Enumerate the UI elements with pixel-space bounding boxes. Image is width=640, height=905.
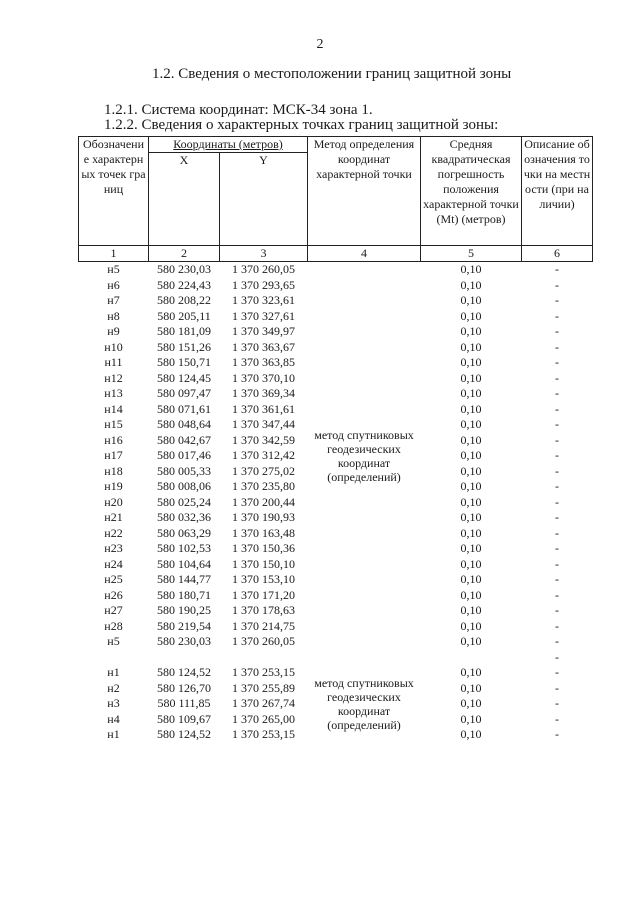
coord-y: 1 370 150,10 [232,556,295,571]
coord-y: 1 370 190,93 [232,510,295,524]
coord-y: 1 370 349,97 [232,324,295,338]
coord-x: 580 124,45 [157,370,211,385]
coord-y: 1 370 253,15 [232,727,295,741]
col-number: 5 [421,246,522,262]
point-id: н1 [107,665,120,679]
coord-x: 580 008,06 [157,479,211,493]
error-value: 0,10 [460,417,482,431]
coord-x: 580 017,46 [157,448,211,462]
description-value: - [555,634,559,648]
col-number: 3 [220,246,308,262]
coord-y: 1 370 255,89 [232,680,295,695]
description-value: - [555,572,559,586]
method-cell: метод спутниковых геодезических координат (определений) [314,427,414,484]
coord-x: 580 180,71 [157,587,211,602]
point-id: н2 [107,680,120,695]
coord-x: 580 144,77 [157,572,211,586]
error-value: 0,10 [460,479,482,493]
coord-x: 580 205,11 [157,308,211,323]
coord-y: 1 370 253,15 [232,665,295,679]
description-value: - [555,587,559,602]
coord-y: 1 370 150,36 [232,541,295,555]
error-value: 0,10 [460,448,482,462]
coord-x: 580 104,64 [157,556,211,571]
description-value: - [555,479,559,493]
point-id: н16 [104,432,123,447]
point-id: н25 [104,572,123,586]
coord-x: 580 071,61 [157,401,211,416]
empty-cell [149,650,220,666]
description-value: - [555,417,559,431]
section-title: 1.2. Сведения о местоположении границ защитной зоны [152,66,512,82]
coord-y: 1 370 342,59 [232,432,295,447]
col-number: 2 [149,246,220,262]
error-value: 0,10 [460,510,482,524]
point-id: н28 [104,618,123,633]
error-value: 0,10 [460,463,482,478]
point-id: н18 [104,463,123,478]
point-id: н11 [104,355,123,369]
coord-x: 580 032,36 [157,510,211,524]
header-designation: Обозначение характерных точек границ [79,137,149,246]
error-value: 0,10 [460,634,482,648]
point-id: н6 [107,277,120,292]
point-id: н19 [104,479,123,493]
coordinate-system-line: 1.2.1. Система координат: МСК-34 зона 1. [104,102,373,118]
description-value: - [555,711,559,726]
col-number: 4 [308,246,421,262]
error-value: 0,10 [460,618,482,633]
description-value: - [555,277,559,292]
coord-x: 580 150,71 [157,355,211,369]
blank-row [79,650,593,666]
table-body-group-2 [79,650,593,743]
point-id: н5 [107,634,120,648]
point-id: н21 [104,510,123,524]
point-id: н13 [104,386,123,400]
coord-y: 1 370 178,63 [232,603,295,617]
coord-y: 1 370 275,02 [232,463,295,478]
coord-x: 580 224,43 [157,277,211,292]
point-id: н4 [107,711,120,726]
header-coordinates: Координаты (метров) [149,137,308,153]
error-value: 0,10 [460,277,482,292]
coord-x: 580 042,67 [157,432,211,447]
description-value: - [555,448,559,462]
error-value: 0,10 [460,262,482,276]
empty-cell [79,650,149,666]
point-id: н26 [104,587,123,602]
header-description: Описание обозначения точки на местности (при наличии) [522,137,593,246]
point-id: н22 [104,525,123,540]
description-value: - [555,262,559,276]
coord-y: 1 370 267,74 [232,696,295,710]
description-value: - [555,308,559,323]
col-number: 1 [79,246,149,262]
point-id: н23 [104,541,123,555]
point-id: н7 [107,293,120,307]
boundary-points-table [78,136,593,743]
description-value: - [555,696,559,710]
empty-cell [308,650,421,666]
table-row [79,262,593,278]
coord-y: 1 370 347,44 [232,417,295,431]
coord-x: 580 126,70 [157,680,211,695]
error-value: 0,10 [460,541,482,555]
description-value: - [555,541,559,555]
header-y: Y [220,153,308,246]
coord-x: 580 048,64 [157,417,211,431]
error-value: 0,10 [460,556,482,571]
coord-y: 1 370 171,20 [232,587,295,602]
empty-cell [220,650,308,666]
description-value: - [555,339,559,354]
error-value: 0,10 [460,727,482,741]
point-id: н15 [104,417,123,431]
coord-y: 1 370 200,44 [232,494,295,509]
point-id: н10 [104,339,123,354]
header-error: Средняя квадратическая погрешность положения характерной точки (Mt) (метров) [421,137,522,246]
description-value: - [555,618,559,633]
error-value: 0,10 [460,680,482,695]
point-id: н5 [107,262,120,276]
coord-y: 1 370 323,61 [232,293,295,307]
coord-x: 580 208,22 [157,293,211,307]
points-info-line: 1.2.2. Сведения о характерных точках границ защитной зоны: [104,117,499,133]
error-value: 0,10 [460,339,482,354]
coord-y: 1 370 361,61 [232,401,295,416]
coord-x: 580 005,33 [157,463,211,478]
point-id: н1 [107,727,120,741]
description-value: - [555,665,559,679]
coord-y: 1 370 370,10 [232,370,295,385]
coord-x: 580 124,52 [157,665,211,679]
error-value: 0,10 [460,525,482,540]
point-id: н20 [104,494,123,509]
error-value: 0,10 [460,711,482,726]
coord-y: 1 370 235,80 [232,479,295,493]
description-value: - [555,680,559,695]
error-value: 0,10 [460,494,482,509]
coord-y: 1 370 363,67 [232,339,295,354]
point-id: н17 [104,448,123,462]
description-value: - [555,463,559,478]
point-id: н24 [104,556,123,571]
description-value: - [555,727,559,741]
point-id: н9 [107,324,120,338]
coord-x: 580 230,03 [157,634,211,648]
point-id: н14 [104,401,123,416]
error-value: 0,10 [460,293,482,307]
point-id: н3 [107,696,120,710]
error-value: 0,10 [460,370,482,385]
description-value: - [555,432,559,447]
point-id: н27 [104,603,123,617]
coord-x: 580 230,03 [157,262,211,276]
coord-y: 1 370 260,05 [232,634,295,648]
coord-x: 580 151,26 [157,339,211,354]
error-value: 0,10 [460,432,482,447]
coord-y: 1 370 260,05 [232,262,295,276]
description-value: - [555,603,559,617]
error-value: 0,10 [460,696,482,710]
coord-x: 580 109,67 [157,711,211,726]
error-value: 0,10 [460,572,482,586]
table-body-group-1 [79,262,593,650]
error-value: 0,10 [460,386,482,400]
coord-y: 1 370 312,42 [232,448,295,462]
coord-x: 580 124,52 [157,727,211,741]
coord-y: 1 370 265,00 [232,711,295,726]
error-value: 0,10 [460,355,482,369]
description-value: - [555,649,559,664]
coord-y: 1 370 153,10 [232,572,295,586]
description-value: - [555,386,559,400]
header-x: X [149,153,220,246]
error-value: 0,10 [460,603,482,617]
coord-y: 1 370 327,61 [232,308,295,323]
coord-x: 580 063,29 [157,525,211,540]
coord-y: 1 370 363,85 [232,355,295,369]
description-value: - [555,556,559,571]
point-id: н12 [104,370,123,385]
coord-x: 580 097,47 [157,386,211,400]
col-number: 6 [522,246,593,262]
empty-cell [421,650,522,666]
coord-x: 580 219,54 [157,618,211,633]
coord-y: 1 370 214,75 [232,618,295,633]
description-value: - [555,494,559,509]
page-number: 2 [316,37,324,52]
error-value: 0,10 [460,324,482,338]
description-value: - [555,293,559,307]
header-method: Метод определения координат характерной точки [308,137,421,246]
point-id: н8 [107,308,120,323]
error-value: 0,10 [460,308,482,323]
coord-x: 580 102,53 [157,541,211,555]
error-value: 0,10 [460,665,482,679]
description-value: - [555,510,559,524]
error-value: 0,10 [460,587,482,602]
error-value: 0,10 [460,401,482,416]
coord-x: 580 025,24 [157,494,211,509]
method-cell: метод спутниковых геодезических координат (определений) [314,675,414,732]
coord-y: 1 370 369,34 [232,386,295,400]
description-value: - [555,355,559,369]
description-value: - [555,324,559,338]
coord-x: 580 190,25 [157,603,211,617]
description-value: - [555,370,559,385]
description-value: - [555,525,559,540]
coord-y: 1 370 163,48 [232,525,295,540]
coord-x: 580 111,85 [157,696,211,710]
table-row [79,665,593,681]
coord-x: 580 181,09 [157,324,211,338]
coord-y: 1 370 293,65 [232,277,295,292]
description-value: - [555,401,559,416]
